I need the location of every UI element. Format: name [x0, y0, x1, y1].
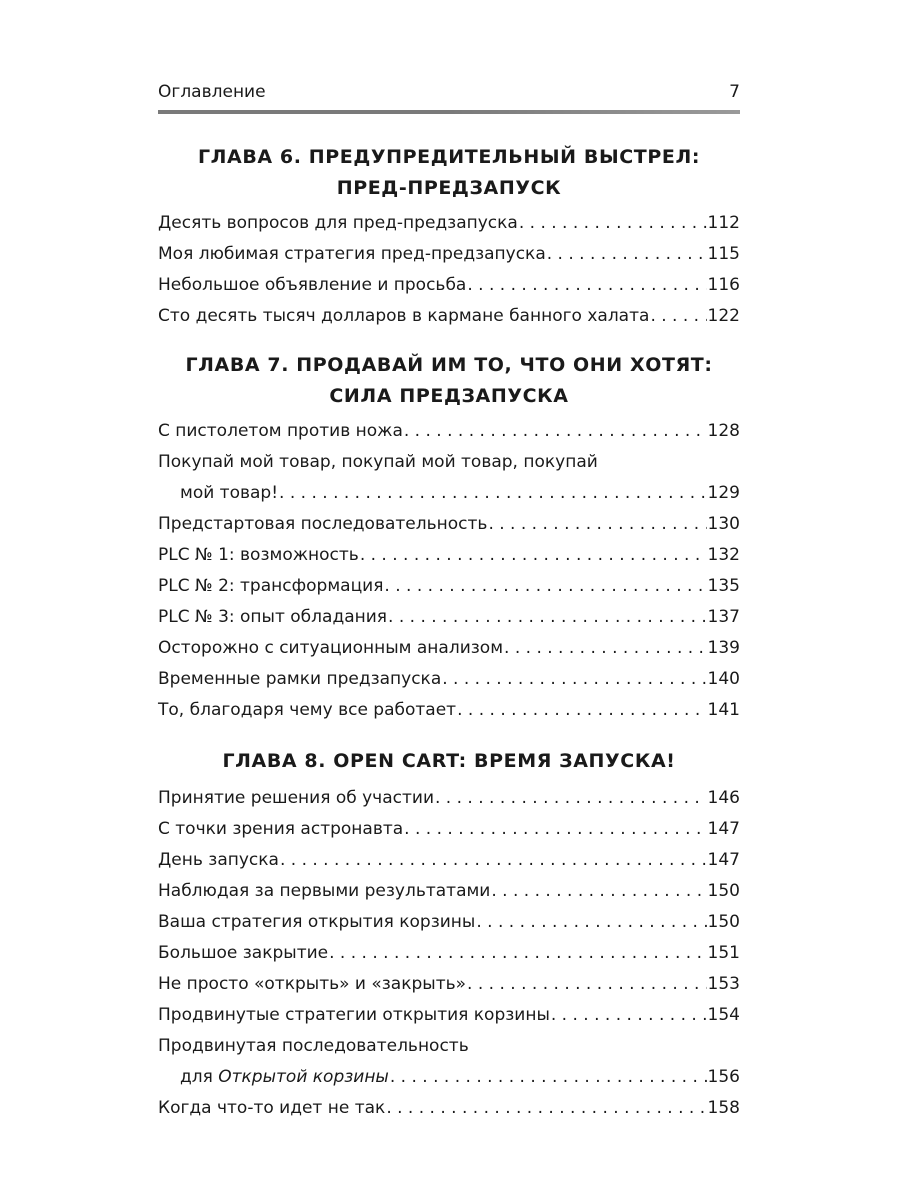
toc-entry[interactable]	[158, 239, 740, 270]
entry-page: 128	[707, 421, 740, 441]
toc-entry[interactable]	[158, 1000, 740, 1031]
leader-dots	[442, 664, 706, 695]
entry-title: Ваша стратегия открытия корзины	[158, 912, 476, 932]
entry-title: Наблюдая за первыми результатами	[158, 881, 491, 901]
entry-page: 151	[707, 943, 740, 963]
entry-page: 146	[707, 788, 740, 808]
chapter-title-line: ГЛАВА 8. OPEN CART: ВРЕМЯ ЗАПУСКА!	[222, 750, 676, 772]
leader-dots	[467, 270, 706, 301]
toc-entry[interactable]	[158, 664, 740, 695]
entry-title: То, благодаря чему все работает	[158, 700, 457, 720]
entry-title: День запуска	[158, 850, 279, 870]
leader-dots	[551, 1000, 707, 1031]
entry-page: 135	[707, 576, 740, 596]
leader-dots	[404, 814, 706, 845]
toc-entry[interactable]	[158, 602, 740, 633]
entry-page: 129	[707, 483, 740, 503]
section-title: Оглавление	[158, 82, 266, 102]
toc-entry[interactable]	[158, 876, 740, 907]
leader-dots	[457, 695, 706, 726]
entry-title-line2: мой товар!	[180, 483, 279, 503]
entry-title: С пистолетом против ножа	[158, 421, 403, 441]
leader-dots	[360, 540, 707, 571]
entry-page: 158	[707, 1098, 740, 1118]
entry-page: 150	[707, 912, 740, 932]
toc-entry[interactable]	[158, 1031, 740, 1093]
leader-dots	[519, 208, 707, 239]
toc-entry[interactable]	[158, 907, 740, 938]
leader-dots	[280, 845, 707, 876]
page-number: 7	[729, 82, 740, 102]
entry-page: 130	[707, 514, 740, 534]
chapter-8	[158, 746, 740, 1124]
chapter-title-line: ГЛАВА 6. ПРЕДУПРЕДИТЕЛЬНЫЙ ВЫСТРЕЛ:	[197, 146, 701, 168]
toc-entry[interactable]	[158, 301, 740, 332]
toc-entry[interactable]	[158, 633, 740, 664]
chapter-title-line: ПРЕД-ПРЕДЗАПУСК	[336, 177, 562, 199]
entry-page: 140	[707, 669, 740, 689]
toc-entry[interactable]	[158, 571, 740, 602]
entry-title: PLC № 1: возможность	[158, 545, 359, 565]
entry-page: 137	[707, 607, 740, 627]
leader-dots	[329, 938, 706, 969]
chapter-title	[158, 350, 740, 412]
running-head	[158, 82, 740, 102]
toc-entry[interactable]	[158, 416, 740, 447]
toc-entry[interactable]	[158, 447, 740, 509]
leader-dots	[491, 876, 706, 907]
toc-page	[158, 82, 740, 1124]
leader-dots	[547, 239, 707, 270]
entry-title: Не просто «открыть» и «закрыть»	[158, 974, 467, 994]
toc-entry[interactable]	[158, 1093, 740, 1124]
toc-entries	[158, 416, 740, 726]
header-rule	[158, 110, 740, 114]
chapter-title-line: ГЛАВА 7. ПРОДАВАЙ ИМ ТО, ЧТО ОНИ ХОТЯТ:	[185, 354, 713, 376]
leader-dots	[504, 633, 707, 664]
leader-dots	[384, 571, 706, 602]
entry-title: Когда что-то идет не так	[158, 1098, 386, 1118]
entry-title: Временные рамки предзапуска	[158, 669, 442, 689]
entry-title: Осторожно с ситуационным анализом	[158, 638, 504, 658]
entry-title-line1: Продвинутая последовательность	[158, 1036, 469, 1056]
entry-title: Моя любимая стратегия пред-предзапуска	[158, 244, 546, 264]
entry-title: Небольшое объявление и просьба	[158, 275, 467, 295]
entry-page: 154	[707, 1005, 740, 1025]
entry-page: 112	[707, 213, 740, 233]
toc-entry[interactable]	[158, 783, 740, 814]
entry-title-italic: Открытой корзины	[218, 1067, 389, 1087]
toc-entry[interactable]	[158, 509, 740, 540]
chapter-title-line: СИЛА ПРЕДЗАПУСКА	[329, 385, 569, 407]
entry-page: 153	[707, 974, 740, 994]
entry-title: Сто десять тысяч долларов в кармане банного халата	[158, 306, 650, 326]
chapter-title	[158, 746, 740, 777]
entry-page: 156	[707, 1067, 740, 1087]
toc-entries	[158, 783, 740, 1124]
toc-entry[interactable]	[158, 938, 740, 969]
entry-page: 147	[707, 850, 740, 870]
entry-page: 141	[707, 700, 740, 720]
leader-dots	[476, 907, 706, 938]
toc-entry[interactable]	[158, 969, 740, 1000]
leader-dots	[404, 416, 707, 447]
entry-title: Большое закрытие	[158, 943, 329, 963]
leader-dots	[279, 478, 707, 509]
entry-title-prefix: для	[180, 1067, 219, 1087]
leader-dots	[388, 602, 707, 633]
entry-title: Продвинутые стратегии открытия корзины	[158, 1005, 550, 1025]
chapter-title	[158, 142, 740, 204]
toc-entry[interactable]	[158, 695, 740, 726]
entry-title: PLC № 3: опыт обладания	[158, 607, 388, 627]
entry-page: 147	[707, 819, 740, 839]
leader-dots	[467, 969, 707, 1000]
entry-page: 116	[707, 275, 740, 295]
toc-entry[interactable]	[158, 845, 740, 876]
toc-entry[interactable]	[158, 540, 740, 571]
entry-title: С точки зрения астронавта	[158, 819, 404, 839]
entry-page: 115	[707, 244, 740, 264]
leader-dots	[488, 509, 706, 540]
entry-page: 132	[707, 545, 740, 565]
entry-page: 139	[707, 638, 740, 658]
entry-title: PLC № 2: трансформация	[158, 576, 384, 596]
entry-page: 150	[707, 881, 740, 901]
entry-title-line2	[180, 1062, 389, 1093]
leader-dots	[650, 301, 706, 332]
entry-page: 122	[707, 306, 740, 326]
entry-title-line1: Покупай мой товар, покупай мой товар, покупай	[158, 452, 598, 472]
entry-title: Десять вопросов для пред-предзапуска	[158, 213, 518, 233]
chapter-6	[158, 142, 740, 332]
toc-entry[interactable]	[158, 814, 740, 845]
toc-entry[interactable]	[158, 270, 740, 301]
leader-dots	[386, 1093, 706, 1124]
chapter-7	[158, 350, 740, 726]
entry-title: Предстартовая последовательность	[158, 514, 488, 534]
toc-entries	[158, 208, 740, 332]
leader-dots	[435, 783, 707, 814]
leader-dots	[390, 1062, 707, 1093]
toc-entry[interactable]	[158, 208, 740, 239]
entry-title: Принятие решения об участии	[158, 788, 434, 808]
